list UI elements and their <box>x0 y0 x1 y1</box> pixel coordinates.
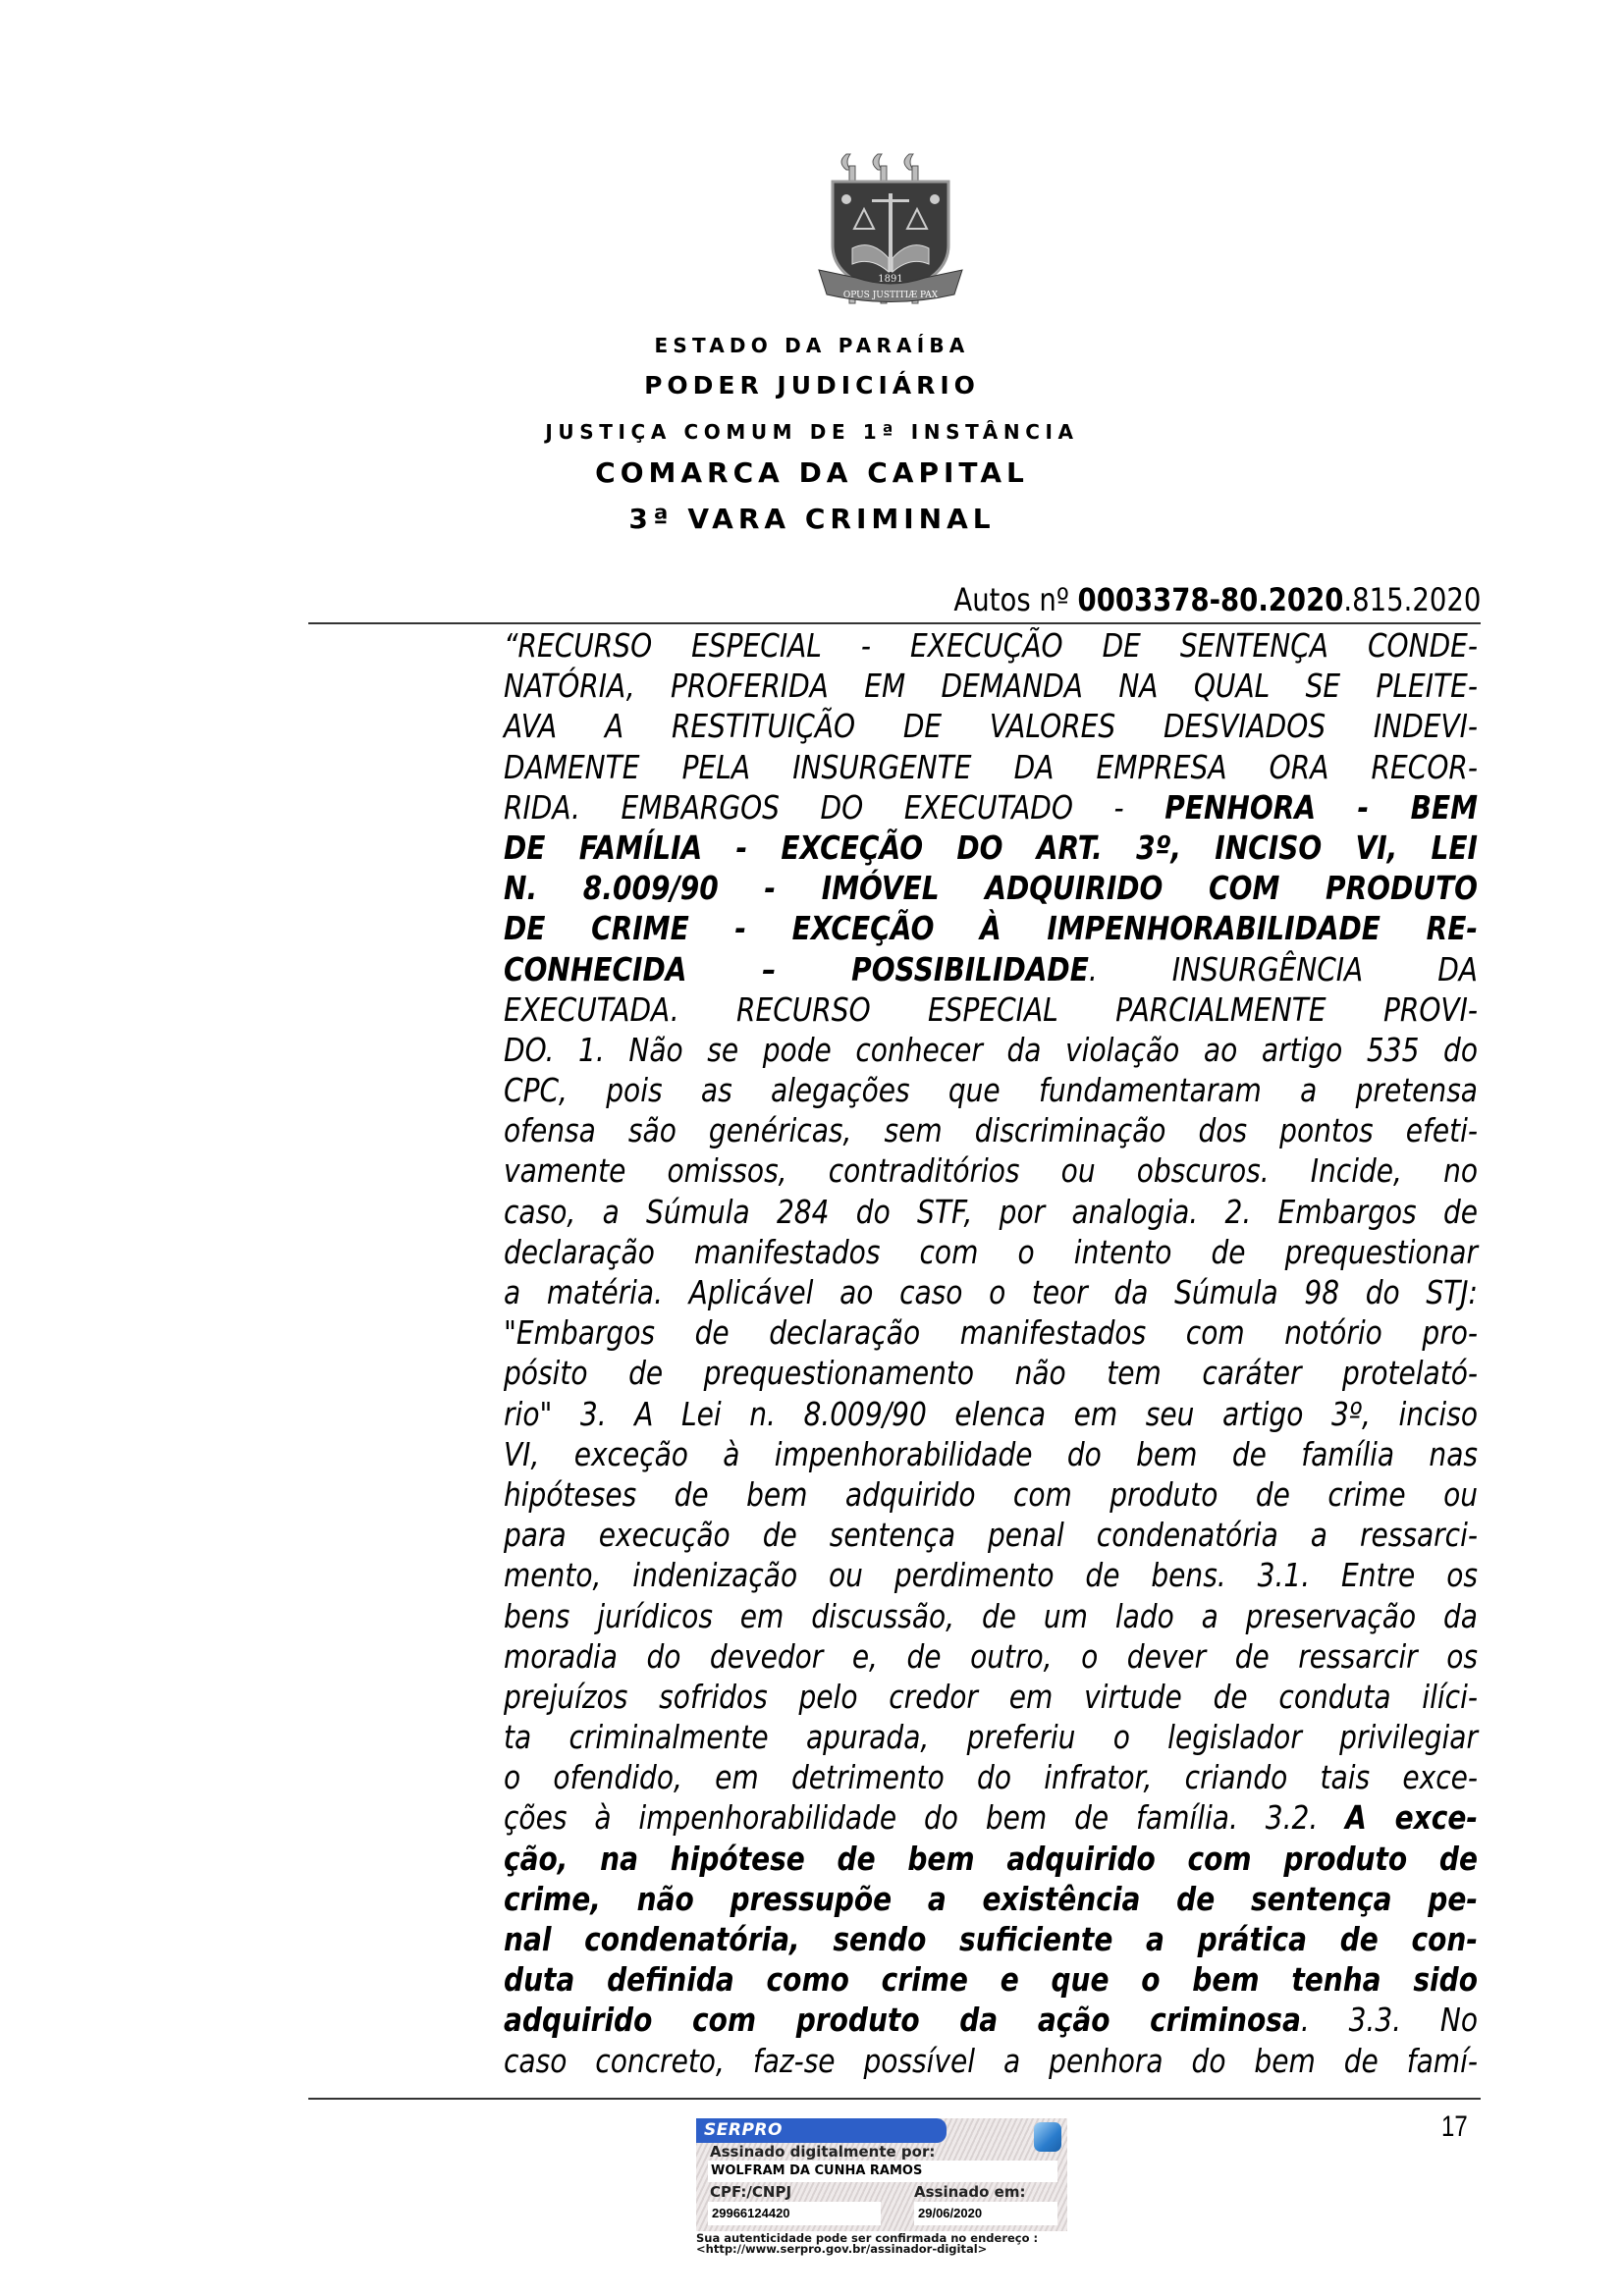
text-line <box>504 1193 1478 1233</box>
authenticity-note <box>696 2233 1089 2255</box>
text-segment: bens jurídicos em discussão, de um lado a preservação da <box>504 1597 1478 1635</box>
text-line <box>504 2042 1478 2082</box>
bold-text-segment: crime, não pressupõe a existência de sentença pe- <box>504 1880 1478 1918</box>
text-line <box>504 1516 1478 1556</box>
certificate-gem-icon <box>1034 2122 1061 2152</box>
text-line <box>504 1111 1478 1151</box>
text-segment: NATÓRIA, PROFERIDA EM DEMANDA NA QUAL SE PLEITE- <box>504 667 1478 706</box>
text-line <box>504 1798 1478 1839</box>
signer-name: WOLFRAM DA CUNHA RAMOS <box>711 2163 923 2178</box>
serpro-banner <box>696 2118 947 2143</box>
header-court: 3ª VARA CRIMINAL <box>628 503 996 535</box>
header-justice: JUSTIÇA COMUM DE 1ª INSTÂNCIA <box>545 420 1079 444</box>
footer-divider <box>308 2098 1481 2100</box>
text-line <box>504 1273 1478 1313</box>
text-line <box>504 1840 1478 1880</box>
text-line <box>504 1354 1478 1394</box>
page-number: 17 <box>1441 2110 1468 2143</box>
text-segment: ofensa são genéricas, sem discriminação dos pontos efeti- <box>504 1112 1478 1150</box>
text-segment: mento, indenização ou perdimento de bens. 3.1. Entre os <box>504 1557 1478 1595</box>
text-segment: caso, a Súmula 284 do STF, por analogia. 2. Embargos de <box>504 1193 1478 1231</box>
text-segment: ções à impenhorabilidade do bem de família. 3.2. <box>504 1799 1346 1838</box>
text-segment: VI, exceção à impenhorabilidade do bem de família nas <box>504 1435 1478 1473</box>
text-line <box>504 1233 1478 1273</box>
case-number <box>953 581 1481 618</box>
text-line <box>504 1151 1478 1192</box>
header-divider <box>308 622 1481 624</box>
text-line <box>504 707 1478 747</box>
text-line <box>504 1435 1478 1475</box>
text-line <box>504 2001 1478 2041</box>
text-segment: EXECUTADA. RECURSO ESPECIAL PARCIALMENTE PROVI- <box>504 990 1478 1029</box>
header-district: COMARCA DA CAPITAL <box>595 456 1029 489</box>
case-number-main: 0003378-80.2020 <box>1077 581 1343 618</box>
text-segment: o ofendido, em detrimento do infrator, criando tais exce- <box>504 1759 1478 1797</box>
text-line <box>504 1031 1478 1071</box>
bold-text-segment: CONHECIDA – POSSIBILIDADE <box>504 950 1089 988</box>
text-line <box>504 1475 1478 1516</box>
digital-signature-stamp <box>696 2118 1067 2231</box>
text-segment: a matéria. Aplicável ao caso o teor da Súmula 98 do STJ: <box>504 1274 1478 1311</box>
signed-on-box <box>914 2202 1057 2225</box>
text-segment: AVA A RESTITUIÇÃO DE VALORES DESVIADOS INDEVI- <box>504 708 1478 746</box>
text-line <box>504 1880 1478 1920</box>
text-line <box>504 869 1478 909</box>
case-number-prefix: Autos nº <box>952 581 1078 618</box>
court-crest-logo <box>817 152 964 309</box>
text-segment: DO. 1. Não se pode conhecer da violação ao artigo 535 do <box>504 1031 1478 1069</box>
text-segment: "Embargos de declaração manifestados com notório pro- <box>504 1314 1478 1353</box>
text-line <box>504 909 1478 949</box>
text-segment: . 3.3. No <box>1300 2002 1478 2040</box>
bold-text-segment: duta definida como crime e que o bem tenha sido <box>504 1961 1478 2000</box>
case-number-suffix: .815.2020 <box>1342 581 1481 618</box>
text-segment: DAMENTE PELA INSURGENTE DA EMPRESA ORA RECOR- <box>504 748 1478 786</box>
text-line <box>504 1920 1478 1960</box>
text-line <box>504 748 1478 788</box>
text-line <box>504 828 1478 869</box>
text-line <box>504 1637 1478 1678</box>
text-line <box>504 1556 1478 1596</box>
authenticity-url: <http://www.serpro.gov.br/assinador-digital> <box>696 2242 988 2256</box>
bold-text-segment: ção, na hipótese de bem adquirido com produto de <box>504 1840 1478 1878</box>
bold-text-segment: N. 8.009/90 - IMÓVEL ADQUIRIDO COM PRODUTO <box>504 870 1478 908</box>
header-branch: PODER JUDICIÁRIO <box>644 371 980 400</box>
text-line <box>504 990 1478 1031</box>
crest-motto: OPUS JUSTITIÆ PAX <box>842 291 939 300</box>
text-line <box>504 1071 1478 1111</box>
text-segment: . INSURGÊNCIA DA <box>1088 950 1478 988</box>
bold-text-segment: DE FAMÍLIA - EXCEÇÃO DO ART. 3º, INCISO VI, LEI <box>504 828 1478 867</box>
text-line <box>504 1758 1478 1798</box>
text-segment: CPC, pois as alegações que fundamentaram a pretensa <box>504 1072 1478 1110</box>
text-line <box>504 1395 1478 1435</box>
bold-text-segment: nal condenatória, sendo suficiente a prática de con- <box>504 1921 1478 1958</box>
text-segment: hipóteses de bem adquirido com produto de crime ou <box>504 1475 1478 1514</box>
text-segment: “RECURSO ESPECIAL - EXECUÇÃO DE SENTENÇA CONDE- <box>504 627 1478 665</box>
text-line <box>504 1718 1478 1758</box>
text-segment: caso concreto, faz-se possível a penhora do bem de famí- <box>504 2042 1478 2080</box>
text-line <box>504 950 1478 990</box>
bold-text-segment: adquirido com produto da ação criminosa <box>504 2002 1301 2040</box>
bold-text-segment: PENHORA - BEM <box>1164 788 1478 827</box>
text-line <box>504 1678 1478 1718</box>
signed-on-value: 29/06/2020 <box>918 2206 983 2220</box>
text-segment: vamente omissos, contraditórios ou obscuros. Incide, no <box>504 1152 1478 1191</box>
text-segment: prejuízos sofridos pelo credor em virtude de conduta ilíci- <box>504 1678 1478 1716</box>
bold-text-segment: DE CRIME - EXCEÇÃO À IMPENHORABILIDADE RE- <box>504 910 1478 948</box>
serpro-logo: SERPRO <box>704 2120 783 2140</box>
bold-text-segment: A exce- <box>1345 1799 1479 1838</box>
authenticity-note-line1: Sua autenticidade pode ser confirmada no endereço : <box>696 2231 1039 2245</box>
cpf-label: CPF:/CNPJ <box>710 2183 792 2201</box>
text-line <box>504 1960 1478 2001</box>
text-segment: pósito de prequestionamento não tem caráter protelató- <box>504 1355 1478 1393</box>
text-line <box>504 1313 1478 1354</box>
text-segment: RIDA. EMBARGOS DO EXECUTADO - <box>504 788 1165 827</box>
text-line <box>504 788 1478 828</box>
quoted-ruling-text <box>504 626 1478 2082</box>
text-line <box>504 626 1478 667</box>
cpf-box <box>708 2202 881 2225</box>
text-line <box>504 667 1478 707</box>
signed-by-label: Assinado digitalmente por: <box>710 2143 936 2161</box>
text-segment: para execução de sentença penal condenatória a ressarci- <box>504 1517 1478 1555</box>
cpf-value: 29966124420 <box>712 2206 790 2220</box>
text-segment: ta criminalmente apurada, preferiu o legislador privilegiar <box>504 1719 1478 1757</box>
signed-on-label: Assinado em: <box>914 2183 1026 2201</box>
text-segment: moradia do devedor e, de outro, o dever de ressarcir os <box>504 1637 1478 1676</box>
crest-year: 1891 <box>878 274 903 285</box>
text-segment: rio" 3. A Lei n. 8.009/90 elenca em seu artigo 3º, inciso <box>504 1395 1478 1433</box>
header-state: ESTADO DA PARAÍBA <box>654 334 970 357</box>
signer-name-box <box>708 2161 1057 2182</box>
text-segment: declaração manifestados com o intento de prequestionar <box>504 1233 1478 1271</box>
text-line <box>504 1597 1478 1637</box>
